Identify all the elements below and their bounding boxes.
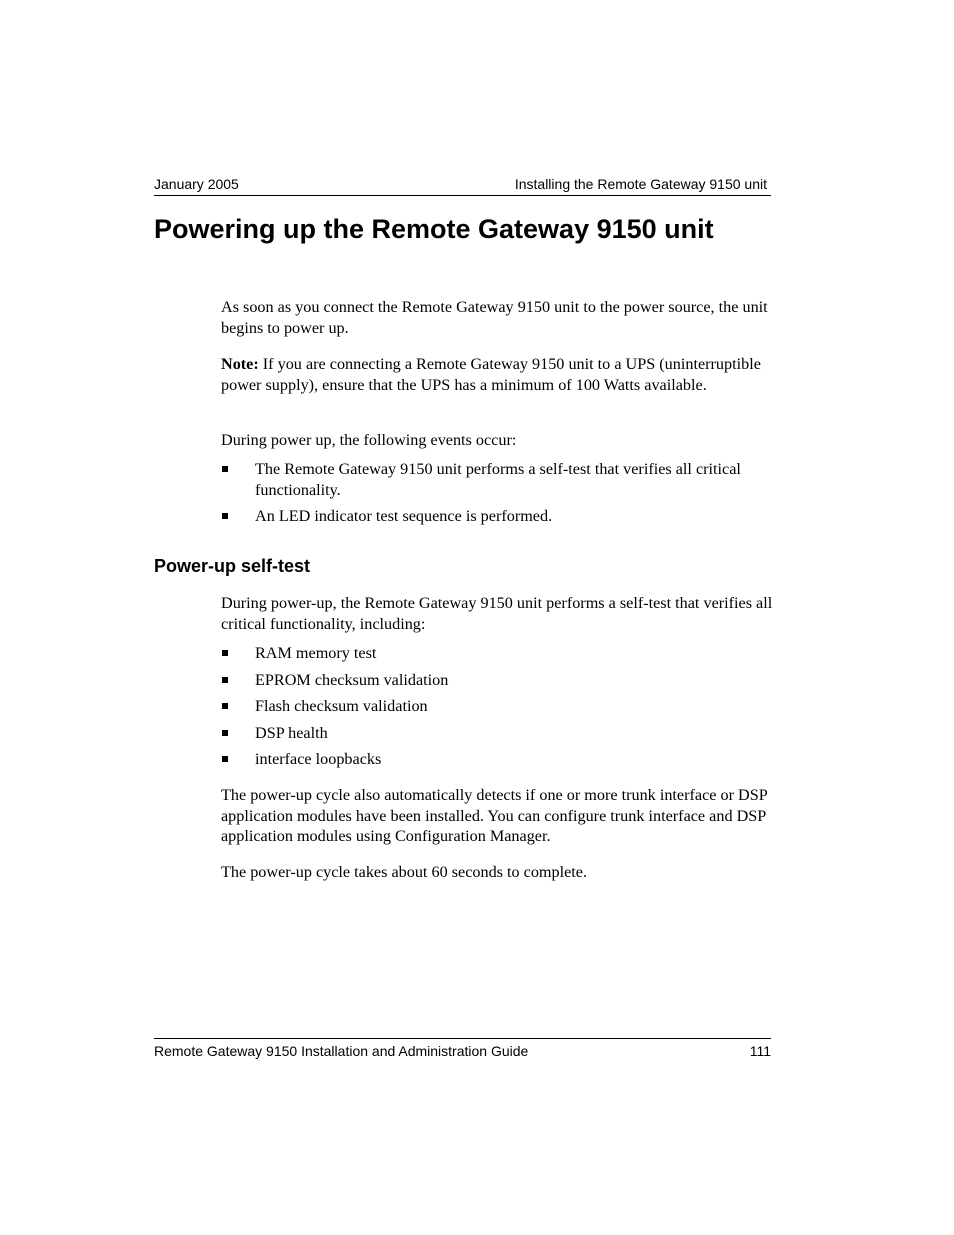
selftest-paragraph: During power-up, the Remote Gateway 9150 unit performs a self-test that verifies all critical functionality, including: [221, 594, 773, 633]
running-header [154, 175, 771, 196]
note-paragraph [221, 354, 773, 395]
note-text: If you are connecting a Remote Gateway 9150 unit to a UPS (uninterruptible power supply), ensure that the UPS has a minimum of 100 Watts available. [221, 355, 761, 394]
header-date: January 2005 [154, 176, 239, 192]
page-number: 111 [749, 1043, 771, 1059]
page-title: Powering up the Remote Gateway 9150 unit [154, 214, 714, 244]
bullet-icon [222, 677, 228, 683]
list-item-text: interface loopbacks [255, 750, 382, 768]
bullet-icon [222, 703, 228, 709]
list-item-text: Flash checksum validation [255, 697, 428, 715]
running-footer [154, 1038, 771, 1059]
detection-paragraph: The power-up cycle also automatically detects if one or more trunk interface or DSP application modules have been installed. You can configure trunk interface and DSP application modules using Configuration Manager. [221, 786, 768, 845]
list-item-text: RAM memory test [255, 644, 377, 662]
intro-paragraph: As soon as you connect the Remote Gateway 9150 unit to the power source, the unit begins to power up. [221, 298, 768, 337]
bullet-icon [222, 650, 228, 656]
list-item-text: The Remote Gateway 9150 unit performs a self-test that verifies all critical functionality. [255, 460, 741, 499]
note-label: Note: [221, 355, 259, 373]
header-section: Installing the Remote Gateway 9150 unit [514, 176, 767, 192]
duration-paragraph: The power-up cycle takes about 60 seconds to complete. [221, 863, 588, 881]
list-item-text: DSP health [255, 724, 328, 742]
bullet-icon [222, 730, 228, 736]
bullet-icon [222, 466, 228, 472]
bullet-icon [222, 513, 228, 519]
bullet-icon [222, 756, 228, 762]
list-item-text: An LED indicator test sequence is performed. [255, 507, 553, 525]
list-item-text: EPROM checksum validation [255, 671, 449, 689]
footer-doc-title: Remote Gateway 9150 Installation and Administration Guide [154, 1043, 529, 1059]
events-intro: During power up, the following events occur: [221, 431, 517, 449]
section-heading: Power-up self-test [154, 556, 311, 576]
